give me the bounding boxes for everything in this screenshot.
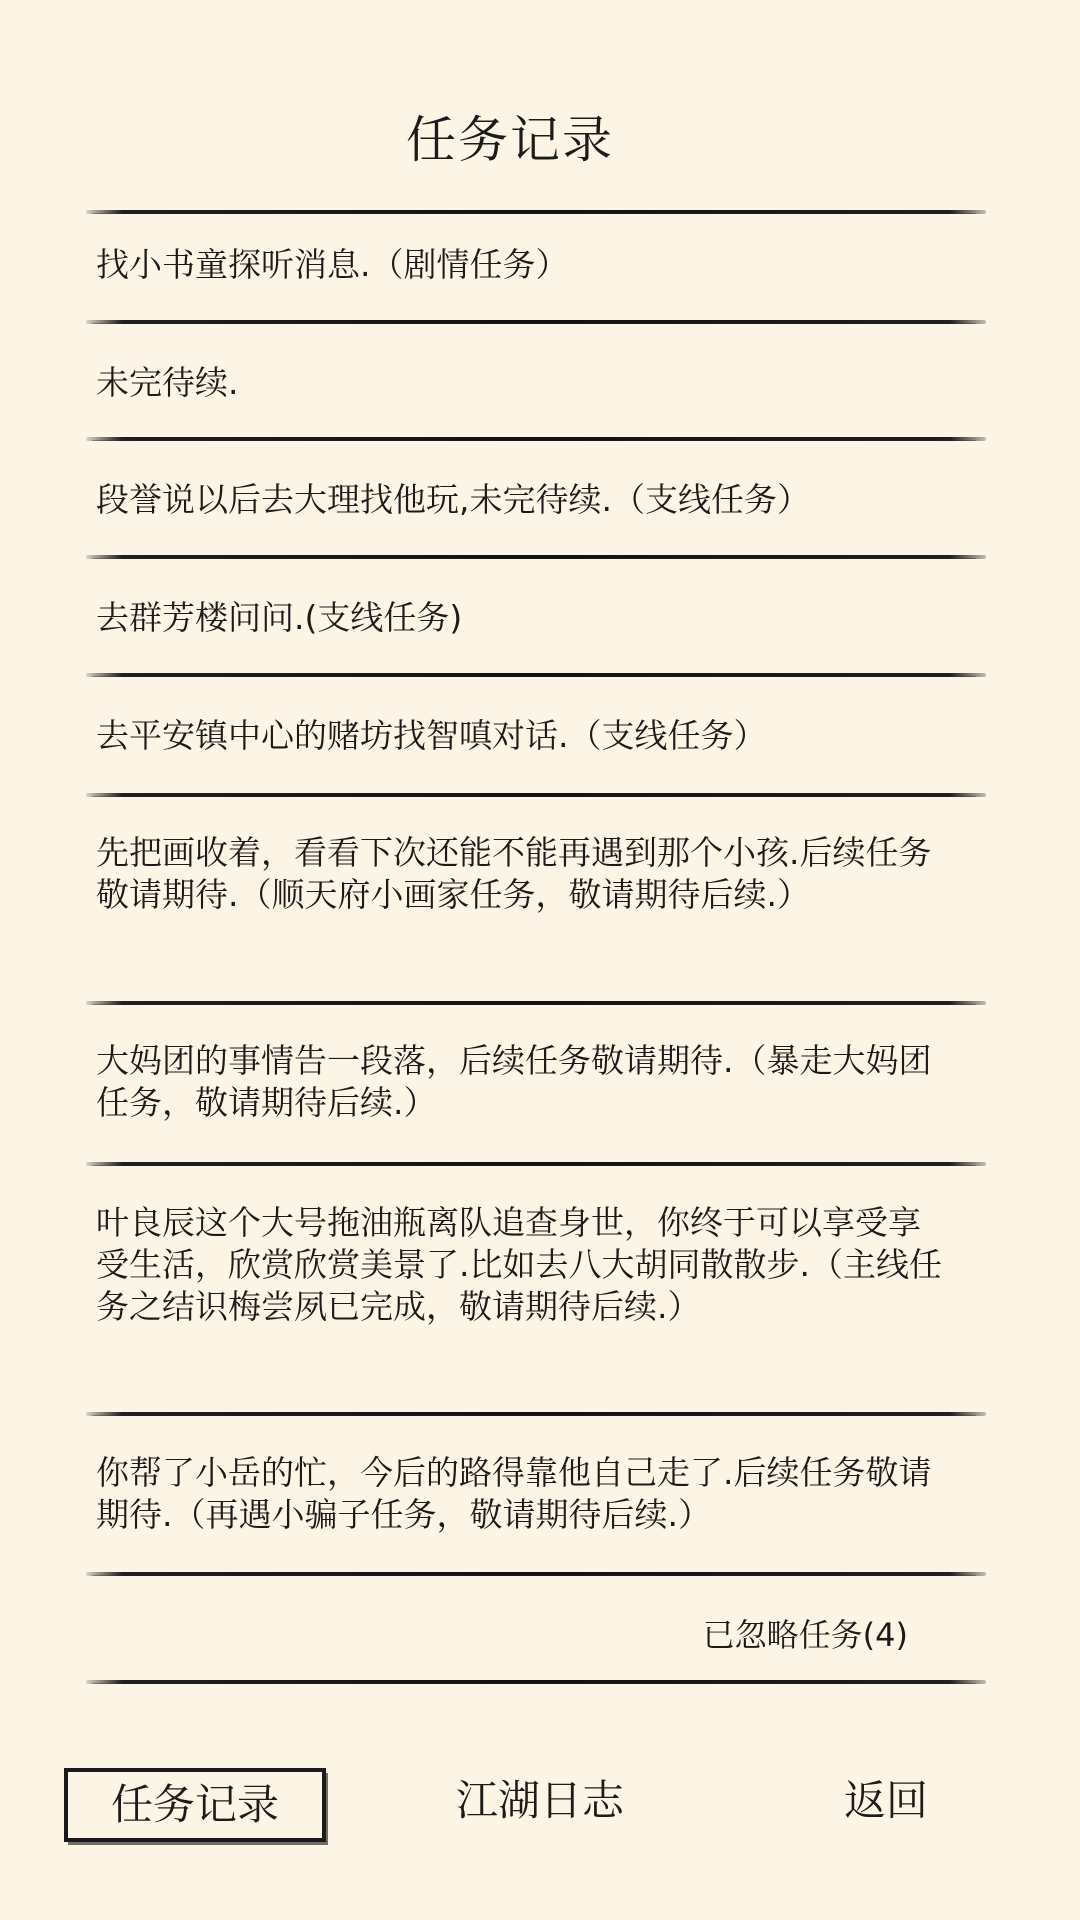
divider (86, 1412, 986, 1416)
divider (86, 1001, 986, 1005)
tab-quest-log[interactable]: 任务记录 (64, 1768, 326, 1842)
page-title: 任务记录 (406, 111, 614, 169)
quest-entry[interactable]: 去群芳楼问问.(支线任务) (96, 598, 463, 637)
divider (86, 210, 986, 214)
quest-entry[interactable]: 叶良辰这个大号拖油瓶离队追查身世，你终于可以享受享受生活，欣赏欣赏美景了.比如去八大胡同散散步.（主线任务之结识梅尝夙已完成，敬请期待后续.） (96, 1203, 942, 1326)
ignored-quests-link[interactable]: 已忽略任务(4) (702, 1616, 908, 1654)
quest-entry[interactable]: 未完待续. (96, 363, 239, 402)
quest-entry[interactable]: 大妈团的事情告一段落，后续任务敬请期待.（暴走大妈团任务，敬请期待后续.） (96, 1041, 932, 1122)
quest-entry[interactable]: 找小书童探听消息.（剧情任务） (96, 245, 569, 284)
divider (86, 437, 986, 441)
divider (86, 320, 986, 324)
quest-entry[interactable]: 先把画收着，看看下次还能不能再遇到那个小孩.后续任务敬请期待.（顺天府小画家任务，敬请期待后续.） (96, 833, 932, 914)
divider (86, 1680, 986, 1684)
divider (86, 555, 986, 559)
quest-entry[interactable]: 你帮了小岳的忙，今后的路得靠他自己走了.后续任务敬请期待.（再遇小骗子任务，敬请期待后续.） (96, 1453, 932, 1534)
quest-entry[interactable]: 去平安镇中心的赌坊找智嗔对话.（支线任务） (96, 716, 767, 755)
divider (86, 793, 986, 797)
divider (86, 1572, 986, 1576)
quest-entry[interactable]: 段誉说以后去大理找他玩,未完待续.（支线任务） (96, 480, 810, 519)
back-button[interactable]: 返回 (843, 1776, 928, 1825)
tab-journal[interactable]: 江湖日志 (455, 1776, 624, 1825)
divider (86, 1162, 986, 1166)
divider (86, 673, 986, 677)
